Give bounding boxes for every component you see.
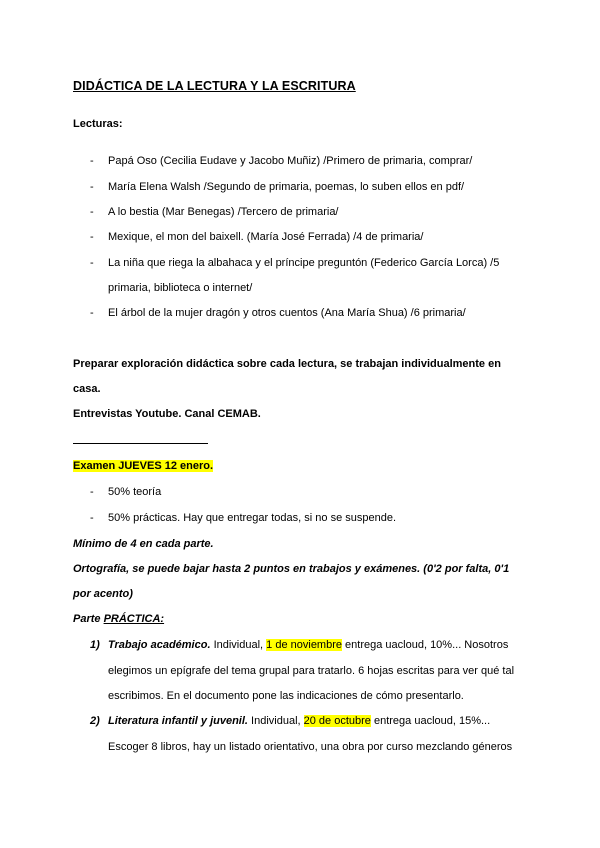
ortografia-line1: Ortografía, se puede bajar hasta 2 puntos en trabajos y exámenes. (0'2 por falta, 0'1 bbox=[73, 563, 510, 575]
item-line: escribimos. En el documento pone las indicaciones de cómo presentarlo. bbox=[108, 690, 464, 702]
item-line: elegimos un epígrafe del tema grupal para tratarlo. 6 hojas escritas para ver qué tal bbox=[108, 665, 515, 677]
list-bullet: - bbox=[90, 155, 94, 167]
reading-item: Mexique, el mon del baixell. (María José Ferrada) /4 de primaria/ bbox=[108, 231, 424, 243]
item-date-highlight: 20 de octubre bbox=[303, 715, 371, 727]
item-number: 1) bbox=[90, 639, 100, 651]
item-text: entrega uacloud, 15%... bbox=[370, 715, 491, 727]
minimo-text: Mínimo de 4 en cada parte. bbox=[73, 538, 214, 550]
exam-item: 50% teoría bbox=[108, 486, 162, 498]
item-text: entrega uacloud, 10%... Nosotros bbox=[342, 639, 509, 651]
exam-highlight: Examen JUEVES 12 enero. bbox=[73, 460, 214, 472]
list-bullet: - bbox=[90, 512, 94, 524]
item-title: Trabajo académico. bbox=[108, 639, 211, 651]
list-bullet: - bbox=[90, 181, 94, 193]
item-text: Individual, bbox=[210, 639, 267, 651]
item-line bbox=[108, 714, 490, 728]
item-text: Individual, bbox=[247, 715, 304, 727]
exam-date bbox=[73, 459, 213, 473]
list-bullet: - bbox=[90, 206, 94, 218]
list-bullet: - bbox=[90, 307, 94, 319]
parte-practica-heading bbox=[73, 612, 164, 626]
document-title: DIDÁCTICA DE LA LECTURA Y LA ESCRITURA bbox=[73, 79, 356, 93]
list-bullet: - bbox=[90, 257, 94, 269]
item-line: Escoger 8 libros, hay un listado orientativo, una obra por curso mezclando géneros bbox=[108, 741, 513, 753]
item-title: Literatura infantil y juvenil. bbox=[108, 715, 248, 727]
ortografia-line2: por acento) bbox=[73, 588, 133, 600]
reading-item: El árbol de la mujer dragón y otros cuentos (Ana María Shua) /6 primaria/ bbox=[108, 307, 466, 319]
exam-item: 50% prácticas. Hay que entregar todas, si no se suspende. bbox=[108, 512, 397, 524]
entrevistas-text: Entrevistas Youtube. Canal CEMAB. bbox=[73, 408, 261, 420]
list-bullet: - bbox=[90, 486, 94, 498]
separator-line bbox=[73, 443, 208, 444]
reading-item-continued: primaria, biblioteca o internet/ bbox=[108, 282, 253, 294]
item-line bbox=[108, 638, 508, 652]
item-date-highlight: 1 de noviembre bbox=[266, 639, 342, 651]
reading-item: La niña que riega la albahaca y el príncipe preguntón (Federico García Lorca) /5 bbox=[108, 257, 500, 269]
reading-item: Papá Oso (Cecilia Eudave y Jacobo Muñiz) /Primero de primaria, comprar/ bbox=[108, 155, 473, 167]
prep-text-line1: Preparar exploración didáctica sobre cada lectura, se trabajan individualmente en bbox=[73, 358, 501, 370]
item-number: 2) bbox=[90, 715, 100, 727]
prep-text-line2: casa. bbox=[73, 383, 101, 395]
practica-label: PRÁCTICA: bbox=[103, 613, 165, 625]
list-bullet: - bbox=[90, 231, 94, 243]
reading-item: María Elena Walsh /Segundo de primaria, poemas, lo suben ellos en pdf/ bbox=[108, 181, 465, 193]
lecturas-heading: Lecturas: bbox=[73, 118, 123, 130]
reading-item: A lo bestia (Mar Benegas) /Tercero de primaria/ bbox=[108, 206, 339, 218]
parte-label: Parte bbox=[73, 613, 104, 625]
